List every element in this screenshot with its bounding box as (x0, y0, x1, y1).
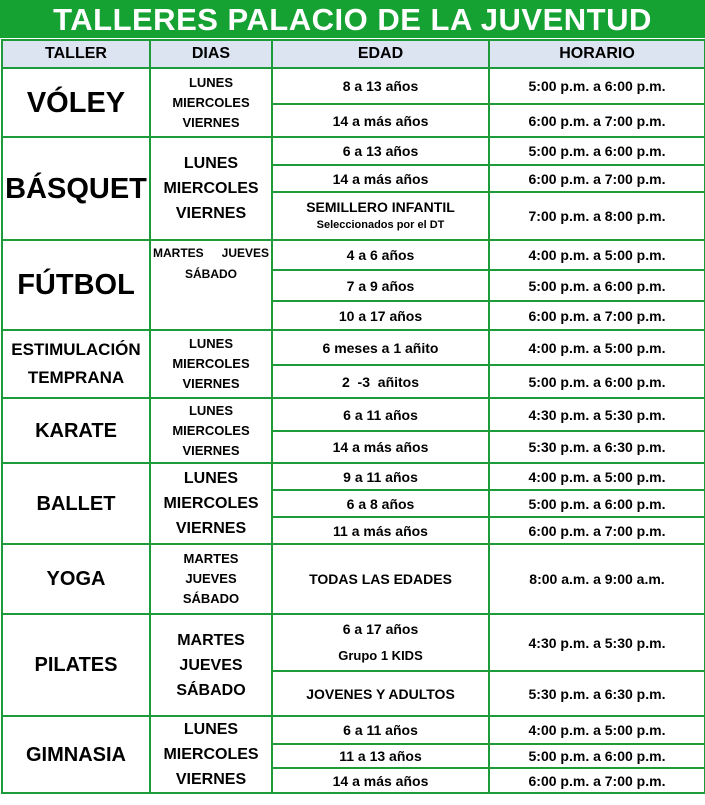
table-row (2, 240, 705, 270)
age-cell: 14 a más años (272, 768, 489, 793)
age-cell: 9 a 11 años (272, 463, 489, 490)
age-cell: 14 a más años (272, 165, 489, 192)
workshop-days (150, 463, 272, 544)
time-cell: 4:30 p.m. a 5:30 p.m. (489, 614, 705, 671)
day-label: VIERNES (175, 520, 247, 537)
table-row (2, 137, 705, 165)
day-label: SÁBADO (176, 681, 246, 699)
page-title: TALLERES PALACIO DE LA JUVENTUD (0, 0, 705, 38)
workshop-name: BALLET (2, 463, 150, 544)
time-cell: 5:00 p.m. a 6:00 p.m. (489, 270, 705, 301)
table-row (2, 68, 705, 104)
day-label: MIERCOLES (163, 180, 259, 197)
day-label: VIERNES (175, 771, 247, 788)
time-cell: 5:00 p.m. a 6:00 p.m. (489, 490, 705, 517)
header-row (2, 40, 705, 68)
age-cell: 7 a 9 años (272, 270, 489, 301)
day-label: JUEVES (221, 246, 269, 260)
age-cell: 14 a más años (272, 104, 489, 137)
age-label: SEMILLERO INFANTIL (306, 199, 455, 215)
table-row (2, 544, 705, 614)
age-sublabel: Grupo 1 KIDS (338, 648, 423, 663)
time-cell: 5:00 p.m. a 6:00 p.m. (489, 744, 705, 769)
table-row (2, 463, 705, 490)
header-edad: EDAD (272, 40, 489, 68)
age-cell (272, 614, 489, 671)
header-taller: TALLER (2, 40, 150, 68)
age-cell: 8 a 13 años (272, 68, 489, 104)
time-cell: 5:00 p.m. a 6:00 p.m. (489, 365, 705, 398)
time-cell: 5:30 p.m. a 6:30 p.m. (489, 671, 705, 716)
table-row (2, 614, 705, 671)
workshop-name: KARATE (2, 398, 150, 463)
time-cell: 6:00 p.m. a 7:00 p.m. (489, 517, 705, 544)
workshop-name: FÚTBOL (2, 240, 150, 330)
day-label: SÁBADO (185, 267, 238, 281)
time-cell: 4:30 p.m. a 5:30 p.m. (489, 398, 705, 431)
day-label: JUEVES (185, 571, 237, 586)
day-label: LUNES (183, 155, 239, 172)
time-cell: 6:00 p.m. a 7:00 p.m. (489, 165, 705, 192)
day-label: LUNES (183, 721, 239, 738)
table-row (2, 398, 705, 431)
day-label: MIERCOLES (172, 356, 250, 371)
workshop-days (150, 240, 272, 330)
workshop-days (150, 614, 272, 716)
day-label: LUNES (188, 402, 234, 418)
table-row (2, 716, 705, 744)
day-label: VIERNES (182, 442, 240, 458)
day-label: LUNES (188, 336, 234, 351)
age-cell: TODAS LAS EDADES (272, 544, 489, 614)
age-cell: 11 a más años (272, 517, 489, 544)
workshop-days (150, 68, 272, 137)
age-cell: 4 a 6 años (272, 240, 489, 270)
header-dias: DIAS (150, 40, 272, 68)
age-label: 6 a 17 años (342, 621, 419, 637)
workshop-days (150, 544, 272, 614)
time-cell: 4:00 p.m. a 5:00 p.m. (489, 240, 705, 270)
workshop-name: BÁSQUET (2, 137, 150, 240)
age-cell: 6 a 11 años (272, 716, 489, 744)
age-cell: 2 -3 añitos (272, 365, 489, 398)
age-cell: JOVENES Y ADULTOS (272, 671, 489, 716)
workshop-days (150, 398, 272, 463)
workshop-days (150, 137, 272, 240)
day-label: MIERCOLES (172, 94, 250, 110)
header-horario: HORARIO (489, 40, 705, 68)
day-label: LUNES (188, 74, 234, 90)
age-sublabel: Seleccionados por el DT (316, 219, 445, 231)
day-label: MIERCOLES (172, 422, 250, 438)
days-line (153, 243, 269, 264)
time-cell: 7:00 p.m. a 8:00 p.m. (489, 192, 705, 240)
day-label: MIERCOLES (163, 746, 259, 763)
time-cell: 5:00 p.m. a 6:00 p.m. (489, 68, 705, 104)
time-cell: 4:00 p.m. a 5:00 p.m. (489, 463, 705, 490)
day-label: VIERNES (182, 114, 240, 130)
age-cell: 6 meses a 1 añito (272, 330, 489, 365)
day-label: SÁBADO (182, 591, 240, 606)
day-label: LUNES (183, 470, 239, 487)
day-label: MIERCOLES (163, 495, 259, 512)
age-cell: 14 a más años (272, 431, 489, 463)
time-cell: 5:30 p.m. a 6:30 p.m. (489, 431, 705, 463)
workshop-name: PILATES (2, 614, 150, 716)
age-cell: 10 a 17 años (272, 301, 489, 330)
time-cell: 8:00 a.m. a 9:00 a.m. (489, 544, 705, 614)
age-cell: 11 a 13 años (272, 744, 489, 769)
workshop-days (150, 716, 272, 793)
time-cell: 6:00 p.m. a 7:00 p.m. (489, 768, 705, 793)
time-cell: 5:00 p.m. a 6:00 p.m. (489, 137, 705, 165)
time-cell: 6:00 p.m. a 7:00 p.m. (489, 104, 705, 137)
age-cell (272, 192, 489, 240)
day-label: MARTES (183, 551, 239, 566)
day-label: MARTES (153, 246, 204, 260)
workshop-name: YOGA (2, 544, 150, 614)
workshop-name: VÓLEY (2, 68, 150, 137)
time-cell: 4:00 p.m. a 5:00 p.m. (489, 330, 705, 365)
time-cell: 6:00 p.m. a 7:00 p.m. (489, 301, 705, 330)
time-cell: 4:00 p.m. a 5:00 p.m. (489, 716, 705, 744)
workshop-days (150, 330, 272, 398)
day-label: VIERNES (182, 376, 240, 391)
schedule-table (1, 39, 705, 794)
table-row (2, 330, 705, 365)
day-label: MARTES (177, 631, 245, 649)
age-cell: 6 a 13 años (272, 137, 489, 165)
day-label: VIERNES (175, 205, 247, 222)
age-cell: 6 a 11 años (272, 398, 489, 431)
workshop-name: ESTIMULACIÓN TEMPRANA (2, 330, 150, 398)
age-cell: 6 a 8 años (272, 490, 489, 517)
day-label: JUEVES (179, 656, 243, 674)
workshop-name: GIMNASIA (2, 716, 150, 793)
